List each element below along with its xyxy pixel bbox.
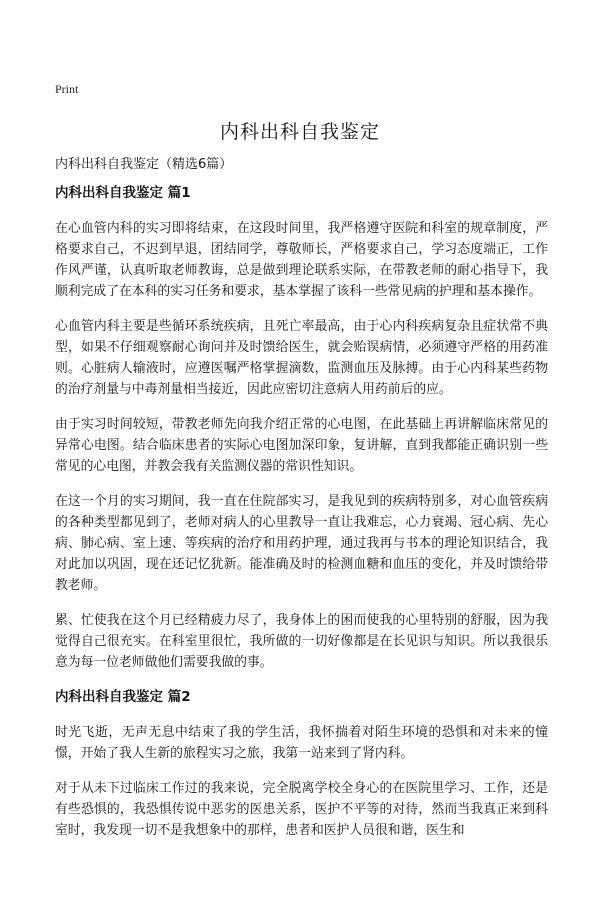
print-label: Print	[55, 82, 79, 96]
section-heading: 内科出科自我鉴定 篇1	[55, 185, 191, 201]
paragraph: 在心血管内科的实习即将结束，在这段时间里，我严格遵守医院和科室的规章制度，严格要求自己，不迟到早退，团结同学，尊敬师长，严格要求自己，学习态度端正，工作作风严谨，认真听取老师教诲，总是做到理论联系实际，在带教老师的耐心指导下，我顺利完成了在本科的实习任务和要求，基本掌握了该科一些常见病的护理和基本操作。	[55, 221, 548, 299]
page-title: 内科出科自我鉴定	[219, 121, 380, 143]
section-1	[55, 183, 548, 673]
paragraph: 时光飞逝，无声无息中结束了我的学生活，我怀揣着对陌生环境的恐惧和对未来的憧憬，开始了我人生新的旅程实习之旅，我第一站来到了肾内科。	[55, 725, 548, 761]
document-subtitle: 内科出科自我鉴定（精选6篇）	[55, 157, 233, 172]
document-body	[55, 183, 548, 855]
paragraph: 由于实习时间较短，带教老师先向我介绍正常的心电图，在此基础上再讲解临床常见的异常心电图。结合临床患者的实际心电图加深印象，复讲解，直到我都能正确识别一些常见的心电图，并教会我有关监测仪器的常识性知识。	[55, 417, 548, 474]
paragraph: 在这一个月的实习期间，我一直在住院部实习，是我见到的疾病特别多，对心血管疾病的各种类型都见到了，老师对病人的心里教导一直让我难忘，心力衰竭、冠心病、先心病、肺心病、室上速、等疾病的治疗和用药护理，通过我再与书本的理论知识结合，我对此加以巩固，现在还记忆犹新。能准确及时的检测血糖和血压的变化，并及时馈给带教老师。	[55, 494, 548, 593]
paragraph: 对于从未下过临床工作过的我来说，完全脱离学校全身心的在医院里学习、工作，还是有些恐惧的，我恐惧传说中恶劣的医患关系，医护不平等的对待，然而当我真正来到科室时，我发现一切不是我想象中的那样，患者和医护人员很和谐，医生和	[55, 781, 548, 838]
paragraph: 心血管内科主要是些循环系统疾病，且死亡率最高，由于心内科疾病复杂且症状常不典型，如果不仔细观察耐心询问并及时馈给医生，就会贻误病情，必须遵守严格的用药准则。心脏病人输液时，应遵医嘱严格掌握滴数，监测血压及脉搏。由于心内科某些药物的治疗剂量与中毒剂量相当接近，因此应密切注意病人用药前后的应。	[55, 319, 548, 397]
section-2	[55, 687, 548, 841]
section-heading: 内科出科自我鉴定 篇2	[55, 689, 191, 705]
paragraph: 累、忙使我在这个月已经精疲力尽了，我身体上的困而使我的心里特别的舒服，因为我觉得自己很充实。在科室里很忙，我所做的一切好像都是在长见识与知识。所以我很乐意为每一位老师做他们需要我做的事。	[55, 613, 548, 670]
